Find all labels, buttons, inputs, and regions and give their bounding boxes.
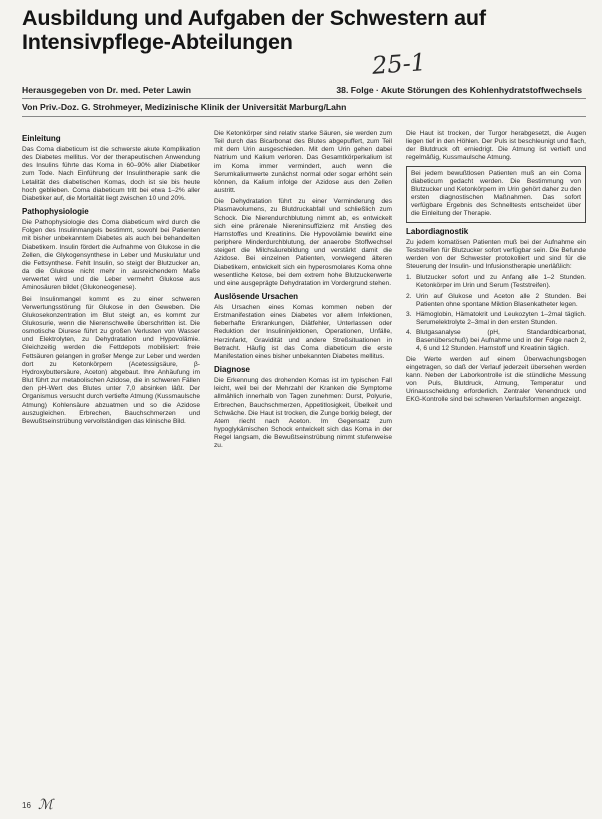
highlight-box: Bei jedem bewußtlosen Patienten muß an ein Coma diabeticum gedacht werden. Die Bestimmung von Blutzucker und Ketonkörpern im Urin gehört daher zu den ersten diagnostischen Maßnahmen. Das sofort verfügbare Ergebnis des Schnelltests entscheidet über die Einleitung der Therapie.	[406, 166, 586, 223]
heading-einleitung: Einleitung	[22, 134, 61, 143]
list-number: 3.	[406, 310, 412, 318]
publisher-mark-icon: ℳ	[38, 797, 53, 813]
list-text: Blutgasanalyse (pH, Standardbicarbonat, Basenüberschuß) bei Aufnahme und in der Folge nach 2, 4, 6 und 12 Stunden. Harnstoff und Kreatinin täglich.	[416, 329, 586, 353]
heading-pathophysiologie: Pathophysiologie	[22, 207, 89, 217]
list-item	[406, 329, 586, 353]
column-3	[406, 130, 586, 802]
list-item	[406, 311, 586, 327]
paragraph: Die Pathophysiologie des Coma diabeticum wird durch die Folgen des Insulinmangels bestimmt, sowohl bei Patienten mit bisher unbekanntem Diabetes als auch bei behandelten Diabetikern. Insulin fördert die Aufnahme von Glukose in die Zellen, die Glykogensynthese in Leber und Muskulatur und die Fettsynthese. Fehlt Insulin, so steigt der Blutzucker an, da die Glukose nicht mehr in ausreichendem Maße verwertet wird und die Leber vermehrt Glukose aus Aminosäuren bildet (Glukoneogenese).	[22, 219, 200, 292]
paragraph: Zu jedem komatösen Patienten muß bei der Aufnahme ein Teststreifen für Blutzucker sofort verfügbar sein. Die Befunde werden von der Schwester protokolliert und sind für die Steuerung der Insulin- und Infusionstherapie unerläßlich:	[406, 238, 586, 271]
handwritten-note: 25-1	[371, 48, 427, 80]
paragraph: Die Werte werden auf einem Überwachungsbogen eingetragen, so daß der Verlauf jederzeit übersehen werden kann. Neben der Laborkontrolle ist die stündliche Messung von Puls, Blutdruck, Atmung, Temperatur und Urinausscheidung erforderlich. Zentraler Venendruck und EKG-Kontrolle sind bei schweren Verlaufsformen angezeigt.	[406, 355, 586, 404]
list-text: Urin auf Glukose und Aceton alle 2 Stunden. Bei Patienten ohne spontane Miktion Blasenkatheter legen.	[416, 292, 586, 308]
paragraph: Die Haut ist trocken, der Turgor herabgesetzt, die Augen liegen tief in den Höhlen. Der Puls ist beschleunigt und flach, der Blutdruck oft erniedrigt. Die Atmung ist vertieft und regelmäßig, Kussmaulsche Atmung.	[406, 130, 586, 162]
page-number: 16	[22, 801, 31, 810]
article-title: Ausbildung und Aufgaben der Schwestern auf Intensivpflege-Abteilungen	[22, 6, 486, 54]
heading-ursachen: Auslösende Ursachen	[214, 291, 299, 301]
list-item	[406, 293, 586, 309]
paragraph: Die Dehydratation führt zu einer Verminderung des Plasmavolumens, zu Blutdruckabfall und schließlich zum Schock. Die Nierendurchblutung nimmt ab, es entwickelt sich eine prärenale Niereninsuffizienz mit Anstieg des Harnstoffes und Kreatinins. Die Hypovolämie bewirkt eine periphere Minderdurchblutung, der anaerobe Stoffwechsel steigert die Milchsäurebildung und verstärkt damit die Azidose. Bei einzelnen Patienten, vorwiegend älteren Diabetikern, entwickelt sich ein hyperosmolares Koma ohne wesentliche Ketose, bei dem extrem hohe Blutzuckerwerte und eine ausgeprägte Dehydratation im Vordergrund stehen.	[214, 198, 392, 287]
divider-line	[22, 98, 586, 99]
list-number: 2.	[406, 292, 412, 300]
series-line: 38. Folge · Akute Störungen des Kohlenhydratstoffwechsels	[336, 85, 582, 95]
paragraph: Die Ketonkörper sind relativ starke Säuren, sie werden zum Teil durch das Bicarbonat des Blutes abgepuffert, zum Teil mit dem Urin ausgeschieden. Mit dem Urin gehen dabei Natrium und Kalium verloren. Das Gesamtkörperkalium ist im Koma immer vermindert, auch wenn die Serumkaliumwerte zunächst normal oder sogar erhöht sein können, da Kalium infolge der Azidose aus den Zellen austritt.	[214, 130, 392, 195]
paragraph: Das Coma diabeticum ist die schwerste akute Komplikation des Diabetes mellitus. Vor der therapeutischen Anwendung des Insulins führte das Koma in 60–90% aller Diabetiker zum Tode. Nach Einführung der Insulintherapie sank die Letalität des diabetischen Komas, doch ist sie bis heute hoch geblieben. Coma diabeticum tritt bei etwa 1–2% aller Diabetiker auf, die Mortalität liegt zwischen 10 und 20%.	[22, 146, 200, 202]
paragraph: Die Erkennung des drohenden Komas ist im typischen Fall leicht, weil bei der Mehrzahl der Kranken die Symptome allmählich innerhalb von Tagen zunehmen: Durst, Polyurie, Erbrechen, Bauchschmerzen, Appetitlosigkeit, Übelkeit und Schwäche. Die Haut ist trocken, die Zunge borkig belegt, der Atem riecht nach Aceton. Im Gegensatz zum hypoglykämischen Schock entwickelt sich das Koma in der Regel langsam, die Bewußtseinstrübung nimmt stufenweise zu.	[214, 377, 392, 450]
editor-line: Herausgegeben von Dr. med. Peter Lawin	[22, 85, 192, 95]
column-1	[22, 130, 200, 802]
paragraph: Als Ursachen eines Komas kommen neben der Erstmanifestation eines Diabetes vor allem Infektionen, fieberhafte Erkrankungen, Diätfehler, Unterlassen oder Reduktion der Insulininjektionen, Operationen, Unfälle, Herzinfarkt, Gravidität und andere Streßsituationen in Betracht. Häufig ist das Coma diabeticum die erste Manifestation eines bisher unbekannten Diabetes mellitus.	[214, 303, 392, 360]
paragraph: Bei Insulinmangel kommt es zu einer schweren Verwertungsstörung für Glukose in den Geweben. Die Glukosekonzentration im Blut steigt an, es kommt zur Glukosurie, wenn die Nierenschwelle überschritten ist. Die osmotische Diurese führt zu großen Verlusten von Wasser und Elektrolyten, zu Dehydratation und Hypovolämie. Gleichzeitig werden die Fettdepots mobilisiert: freie Fettsäuren gelangen in großer Menge zur Leber und werden dort zu Ketonkörpern (Acetessigsäure, β-Hydroxybuttersäure, Aceton) abgebaut. Ihre Anhäufung im Blut führt zur metabolischen Azidose, die in schweren Fällen den pH-Wert des Blutes unter 7,0 absinken läßt. Der Organismus versucht durch vertiefte Atmung (Kussmaulsche Atmung) Kohlensäure abzuatmen und so die Azidose auszugleichen. Erbrechen, Bauchschmerzen und Bewußtseinstrübung vervollständigen das klinische Bild.	[22, 295, 200, 425]
authors-line: Von Priv.-Doz. G. Strohmeyer, Medizinische Klinik der Universität Marburg/Lahn	[22, 102, 347, 112]
list-text: Blutzucker sofort und zu Anfang alle 1–2 Stunden. Ketonkörper im Urin und Serum (Teststreifen).	[416, 274, 586, 290]
list-text: Hämoglobin, Hämatokrit und Leukozyten 1–2mal täglich. Serumelektrolyte 2–3mal in den ersten Stunden.	[416, 310, 586, 326]
heading-diagnose: Diagnose	[214, 365, 251, 375]
list-number: 4.	[406, 329, 412, 337]
heading-labordiagnostik: Labordiagnostik	[406, 226, 469, 236]
list-number: 1.	[406, 274, 412, 282]
numbered-list	[406, 274, 586, 353]
divider-line	[22, 116, 586, 117]
list-item	[406, 274, 586, 290]
column-2	[214, 130, 392, 802]
